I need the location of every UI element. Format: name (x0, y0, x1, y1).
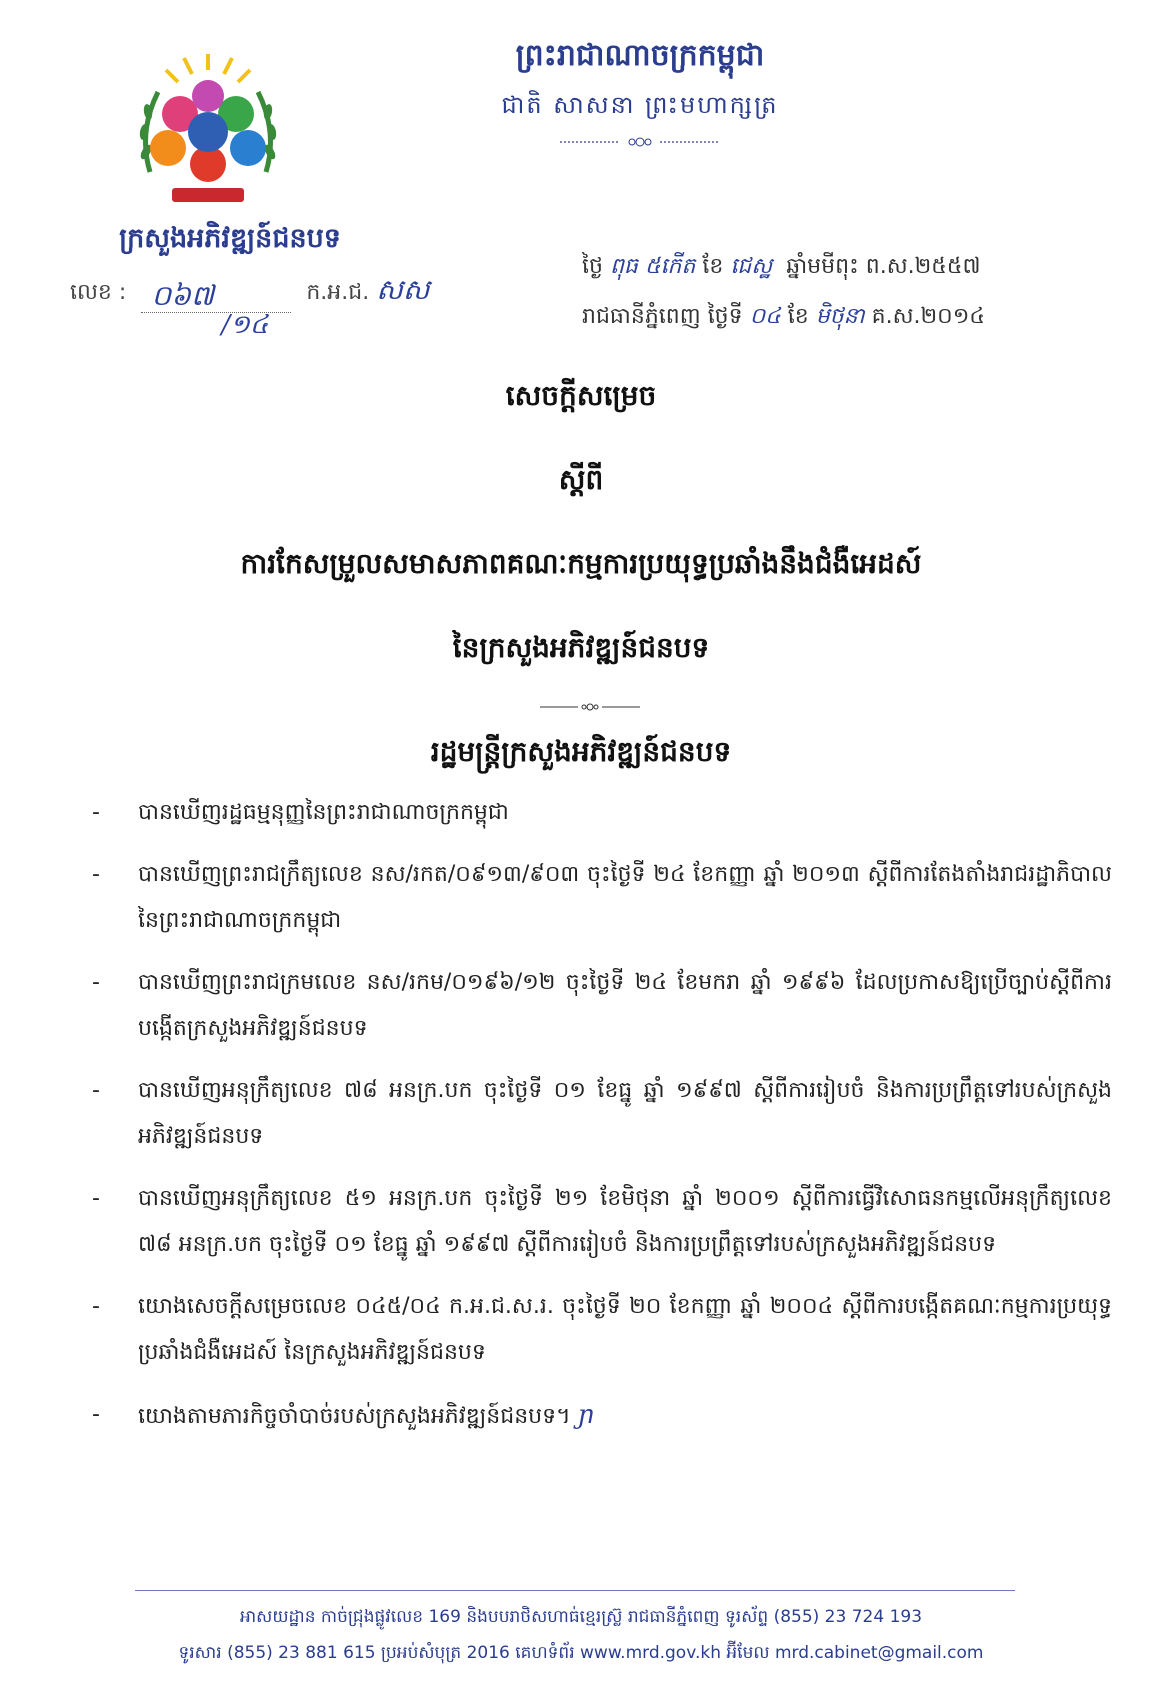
lunar-day-handwritten: ពុធ ៥កើត (609, 254, 696, 279)
list-item (92, 1284, 1112, 1376)
list-item (92, 960, 1112, 1052)
list-item (92, 790, 1112, 836)
doc-number-field (141, 279, 291, 340)
bullet-dash: - (92, 1186, 100, 1211)
bullet-dash: - (92, 1402, 100, 1427)
lunar-month-label: ខែ (702, 254, 724, 279)
bullet-dash: - (92, 800, 100, 825)
footer-divider (135, 1590, 1015, 1591)
subject-line-1: ការកែសម្រួលសមាសភាពគណៈកម្មការប្រយុទ្ធប្រឆាំងនឹងជំងឺអេដស៍ (240, 547, 922, 580)
lunar-date-prefix: ថ្ងៃ (582, 254, 603, 279)
subject-line-2: នៃក្រសួងអភិវឌ្ឍន៍ជនបទ (452, 631, 710, 664)
list-item (92, 1392, 1112, 1440)
document-number (70, 272, 430, 340)
clause-text: បានឃើញអនុក្រឹត្យលេខ ៥១ អនក្រ.បក ចុះថ្ងៃទី ២១ ខែមិថុនា ឆ្នាំ ២០០១ ស្ដីពីការធ្វើវិសោធនកម្មលើអនុក្រឹត្យលេខ ៧៨ អនក្រ.បក ចុះថ្ងៃទី ០១ ខែធ្នូ ឆ្នាំ ១៩៩៧ ស្ដីពីការរៀបចំ និងការប្រព្រឹត្តទៅរបស់ក្រសួងអភិវឌ្ឍន៍ជនបទ (138, 1186, 1112, 1257)
kingdom-header: ព្រះរាជាណាចក្រកម្ពុជា (515, 38, 765, 73)
doc-number-handwritten-sub: /១៤ (221, 310, 269, 340)
solar-day-handwritten: ០៤ (749, 304, 781, 329)
solar-date-prefix: រាជធានីភ្នំពេញ ថ្ងៃទី (582, 304, 743, 329)
bullet-dash: - (92, 1294, 100, 1319)
header-ornament (560, 135, 720, 149)
bullet-dash: - (92, 862, 100, 887)
clause-text: យោងសេចក្ដីសម្រេចលេខ ០៤៥/០៤ ក.អ.ជ.ស.រ. ចុះថ្ងៃទី ២០ ខែកញ្ញា ឆ្នាំ ២០០៤ ស្ដីពីការបង្កើតគណៈកម្មការប្រយុទ្ធប្រឆាំងជំងឺអេដស៍ នៃក្រសួងអភិវឌ្ឍន៍ជនបទ (138, 1294, 1112, 1365)
footer-address: អាសយដ្ឋាន កាច់ជ្រុងផ្លូវលេខ 169 និងបបរាថិសហាធ់ខ្មេរស៊្ល្រ រាជធានីភ្នំពេញ ទូរស័ព្ទ (855) 23 724 193 (239, 1607, 923, 1627)
handwritten-initial: ɲ (577, 1400, 595, 1430)
clause-text: បានឃើញអនុក្រឹត្យលេខ ៧៨ អនក្រ.បក ចុះថ្ងៃទី ០១ ខែធ្នូ ឆ្នាំ ១៩៩៧ ស្ដីពីការរៀបចំ និងការប្រព្រឹត្តទៅរបស់ក្រសួងអភិវឌ្ឍន៍ជនបទ (138, 1078, 1112, 1149)
national-motto: ជាតិ សាសនា ព្រះមហាក្សត្រ (501, 91, 779, 119)
solar-month-label: ខែ (787, 304, 809, 329)
solar-date (582, 302, 985, 334)
decision-title: សេចក្ដីសម្រេច (505, 379, 657, 412)
legal-basis-list (92, 790, 1112, 1456)
doc-number-label: លេខ : (70, 280, 127, 305)
list-item (92, 1176, 1112, 1268)
ministry-logo (128, 52, 288, 212)
lunar-month-handwritten: ជេស្ឋ (730, 254, 773, 279)
clause-text: យោងតាមភារកិច្ចចាំបាច់របស់ក្រសួងអភិវឌ្ឍន៍ជនបទ។ (138, 1404, 571, 1429)
solar-month-handwritten: មិថុនា (815, 304, 865, 329)
doc-number-suffix-handwritten: សស (376, 273, 430, 306)
ministry-name: ក្រសួងអភិវឌ្ឍន៍ជនបទ (119, 223, 341, 254)
lunar-year: ឆ្នាំមមីពុះ ព.ស.២៥៥៧ (786, 254, 981, 279)
footer-contact: ទូរសារ (855) 23 881 615 ប្រអប់សំបុត្រ 2016 គេហទំព័រ www.mrd.gov.kh អ៊ីមែល mrd.cabinet@gmail.com (178, 1643, 984, 1663)
about-label: ស្ដីពី (558, 463, 604, 496)
issuer-title: រដ្ឋមន្ត្រីក្រសួងអភិវឌ្ឍន៍ជនបទ (430, 735, 732, 768)
bullet-dash: - (92, 1078, 100, 1103)
doc-number-handwritten: ០៦៧ (151, 279, 214, 312)
clause-text: បានឃើញរដ្ឋធម្មនុញ្ញនៃព្រះរាជាណាចក្រកម្ពុជា (138, 800, 509, 825)
lunar-date (582, 252, 981, 284)
clause-text: បានឃើញព្រះរាជក្រមលេខ នស/រកម/០១៩៦/១២ ចុះថ្ងៃទី ២៤ ខែមករា ឆ្នាំ ១៩៩៦ ដែលប្រកាសឱ្យប្រើច្បាប់ស្ដីពីការបង្កើតក្រសួងអភិវឌ្ឍន៍ជនបទ (138, 970, 1112, 1041)
bullet-dash: - (92, 970, 100, 995)
clause-text: បានឃើញព្រះរាជក្រឹត្យលេខ នស/រកត/០៩១៣/៩០៣ ចុះថ្ងៃទី ២៤ ខែកញ្ញា ឆ្នាំ ២០១៣ ស្ដីពីការតែងតាំងរាជរដ្ឋាភិបាលនៃព្រះរាជាណាចក្រកម្ពុជា (138, 862, 1112, 933)
doc-number-suffix: ក.អ.ជ. (306, 280, 370, 305)
list-item (92, 1068, 1112, 1160)
solar-year: គ.ស.២០១៤ (871, 304, 985, 329)
title-divider (540, 702, 640, 712)
list-item (92, 852, 1112, 944)
